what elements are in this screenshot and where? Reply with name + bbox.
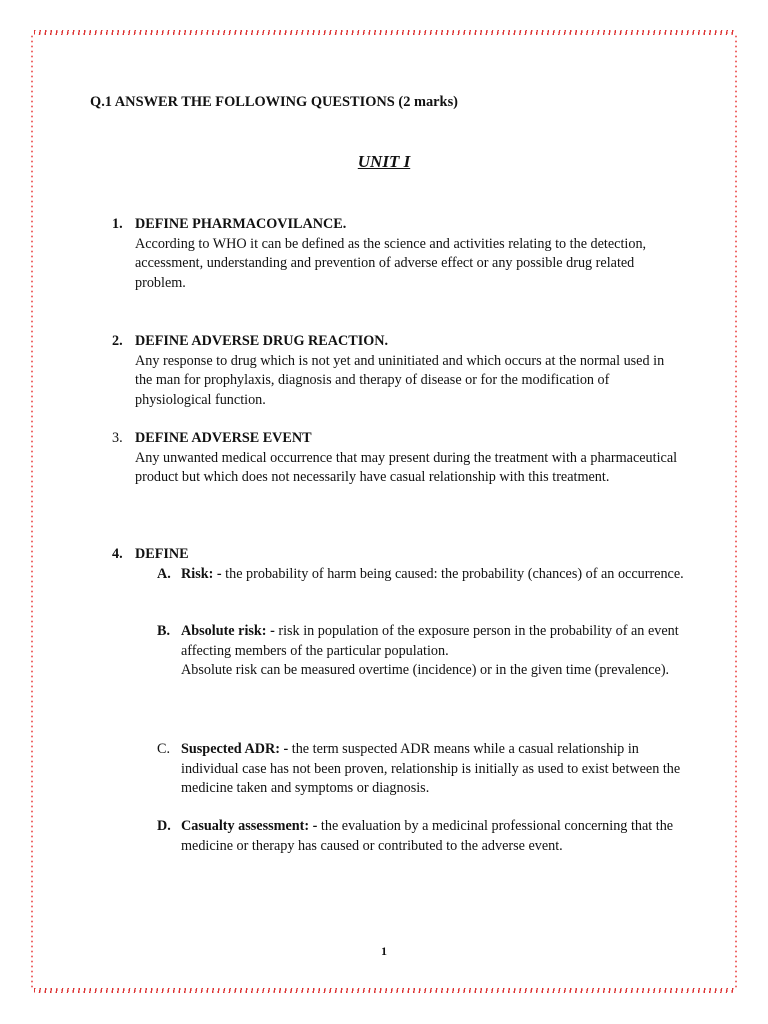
definition-term: Risk: - [181, 566, 222, 582]
definition-letter: B. [157, 623, 171, 639]
definition-letter: A. [157, 566, 171, 582]
definition-text: the evaluation by a medicinal professional concerning that the medicine or therapy has caused or contributed to the adverse event. [181, 818, 674, 854]
question-answer: According to WHO it can be defined as the science and activities relating to the detection, accessment, understanding and prevention of adverse effect or any possible drug related problem. [135, 235, 647, 291]
question-number: 4. [112, 546, 123, 562]
definition-letter: C. [157, 741, 171, 757]
question-number: 2. [112, 333, 123, 349]
definition-term: Casualty assessment: - [181, 818, 318, 834]
question-answer: Any response to drug which is not yet and uninitiated and which occurs at the normal used in the man for prophylaxis, diagnosis and therapy of disease or for the modification of physiological function. [135, 352, 665, 408]
page-border-right [734, 34, 738, 989]
definition-item [157, 622, 687, 681]
definition-term: Absolute risk: - [181, 623, 275, 639]
unit-title: UNIT I [357, 152, 411, 171]
definition-item [157, 740, 687, 799]
definition-extra: Absolute risk can be measured overtime (incidence) or in the given time (prevalence). [181, 662, 670, 678]
definition-term: Suspected ADR: - [181, 741, 289, 757]
question-title: DEFINE [135, 546, 189, 562]
definition-letter: D. [157, 818, 171, 834]
question-item [112, 545, 682, 565]
definition-text: the term suspected ADR means while a casual relationship in individual case has not been proven, relationship is initially as used to exist between the medicine taken and symptoms or diagnosis. [181, 741, 681, 796]
question-header: Q.1 ANSWER THE FOLLOWING QUESTIONS (2 marks) [90, 94, 458, 110]
definition-text: the probability of harm being caused: the probability (chances) of an occurrence. [221, 566, 684, 582]
question-title: DEFINE ADVERSE DRUG REACTION. [135, 333, 389, 349]
page-number: 1 [381, 944, 387, 958]
question-title: DEFINE PHARMACOVILANCE. [135, 216, 347, 232]
definition-item [157, 817, 687, 856]
question-number: 1. [112, 216, 123, 232]
question-title: DEFINE ADVERSE EVENT [135, 430, 312, 446]
definition-item [157, 565, 687, 585]
question-number: 3. [112, 430, 123, 446]
page-border-left [30, 34, 34, 989]
page-border-top [34, 30, 734, 35]
definition-text: risk in population of the exposure person in the probability of an event affecting members of the particular population. [181, 623, 679, 659]
question-item [112, 332, 682, 410]
question-answer: Any unwanted medical occurrence that may present during the treatment with a pharmaceutical product but which does not necessarily have casual relationship with this treatment. [135, 449, 678, 485]
question-item [112, 429, 682, 488]
page-border-bottom [34, 988, 734, 993]
question-item [112, 215, 682, 293]
